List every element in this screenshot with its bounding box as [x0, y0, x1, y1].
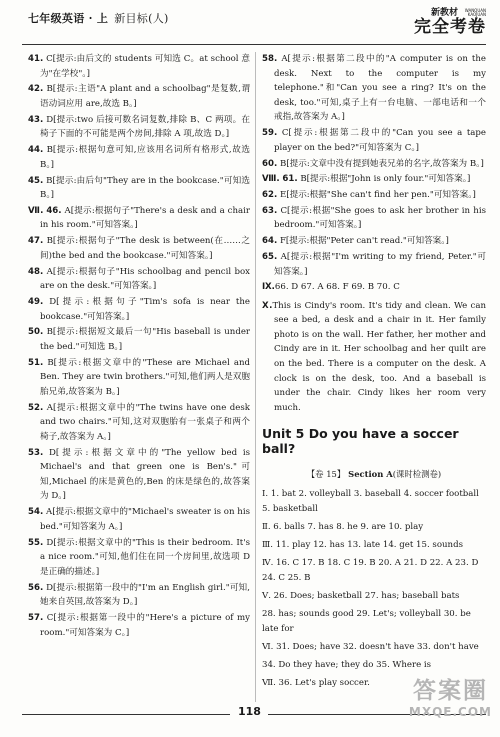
answer-item: [28, 174, 250, 203]
brand-logo: [414, 5, 486, 36]
item-number: 56.: [28, 582, 44, 593]
answer-item: [28, 143, 250, 172]
answer-item: [28, 325, 250, 354]
unit-title: Unit 5 Do you have a soccer ball?: [262, 426, 459, 456]
item-number: 51.: [28, 357, 44, 368]
answer-item: [28, 356, 250, 400]
item-text: C[提示:根据"She goes to ask her brother in his bedroom."可知答案。]: [274, 205, 486, 231]
answer-item: [28, 295, 250, 324]
item-text: D[提示:根据文章中的"The yellow bed is Michael's and that green one is Ben's."可知,Michael 的床是黄色的,Ben 的床是绿色的,故答案为 D。]: [40, 447, 250, 502]
section-x-passage: Ⅹ.This is Cindy's room. It's tidy and clean. We can see a bed, a desk and a chair in it. Her family photo is on the wall. Her father, her mother and Cindy are in it. Her schoolbag and her quilt are on the bed. There is a computer on the desk. A clock is on the desk, too. And a baseball is under the chair. Cindy likes her room very much.: [262, 300, 487, 413]
item-number: 65.: [262, 252, 278, 263]
answer-item: [262, 52, 486, 125]
item-text: B[提示:由后句"They are in the bookcase."可知选 B。]: [40, 175, 251, 201]
item-number: 59.: [262, 128, 278, 139]
answer-item: [28, 581, 250, 610]
right-answer-items: [262, 52, 486, 279]
item-number: 55.: [28, 537, 44, 548]
item-number: 43.: [28, 114, 44, 125]
answer-item: [28, 234, 250, 263]
watermark-cn: 答案圈: [412, 678, 488, 704]
answer-item: [28, 204, 250, 233]
item-text: F[提示:根据"Peter can't read."可知答案。]: [279, 236, 449, 247]
item-text: B[提示:根据句子"The desk is between(在……之间)the bed and the bookcase."可知答案。]: [40, 236, 251, 261]
item-number: 45.: [28, 175, 44, 186]
right-column: [262, 52, 486, 695]
item-number: 44.: [28, 145, 44, 156]
item-number: 41.: [28, 54, 44, 64]
answer-item: [28, 611, 250, 640]
test-answer-line: Ⅵ. 31. Does; have 32. doesn't have 33. don't have: [262, 642, 479, 653]
test-answer-line: Ⅴ. 26. Does; basketball 27. has; baseball bats: [262, 591, 460, 602]
item-number: 49.: [28, 297, 44, 307]
answer-item: [262, 157, 486, 172]
answer-item: [28, 265, 250, 294]
brand-main: 完全考卷: [414, 17, 486, 37]
test-answer-line: Ⅱ. 6. balls 7. has 8. he 9. are 10. play: [262, 521, 424, 532]
item-number: 53.: [28, 447, 44, 458]
item-text: A[提示:根据第二段中的"A computer is on the desk. Next to the computer is my telephone."和"Can you see a ring? It's on the desk, too."可知,桌子上有一台电脑、一部电话和一个戒指,故答案为 A。]: [274, 54, 486, 123]
answer-item: [28, 82, 250, 111]
item-text: C[提示:根据第二段中的"Can you see a tape player on the bed?"可知答案为 C。]: [274, 128, 487, 153]
item-text: E[提示:根据"She can't find her pen."可知答案。]: [279, 190, 476, 201]
watermark: [409, 672, 492, 719]
item-number: 57.: [28, 612, 44, 623]
test-answer-line: 34. Do they have; they do 35. Where is: [262, 660, 432, 671]
item-text: B[提示:根据短文最后一句"His baseball is under the bed."可知选 B。]: [40, 327, 251, 352]
test-answer-line: Ⅰ. 1. bat 2. volleyball 3. baseball 4. soccer football 5. basketball: [262, 489, 479, 514]
item-text: A[提示:根据句子"His schoolbag and pencil box are on the desk."可知答案。]: [40, 266, 250, 292]
item-number: 48.: [28, 266, 44, 277]
test-answer-line: Ⅲ. 11. play 12. has 13. late 14. get 15. sounds: [262, 540, 463, 551]
page-number: 118: [238, 705, 261, 718]
item-text: A[提示:根据文章中的"The twins have one desk and two chairs."可知,这对双胞胎有一张桌子和两个椅子,故答案为 A。]: [40, 402, 250, 442]
item-number: 54.: [28, 507, 44, 518]
page-header: [0, 0, 500, 44]
answer-item: [28, 536, 250, 580]
item-text: B[提示:文章中没有提到她表兄弟的名字,故答案为 B。]: [279, 158, 484, 169]
brand-tiny: WANQUAN KAOJUAN: [464, 7, 486, 17]
item-text: A[提示:根据句子"There's a desk and a chair in his room."可知答案。]: [40, 205, 250, 231]
answer-item: [28, 52, 250, 81]
test-label: 【卷 15】 Section A(课时检测卷): [306, 468, 442, 479]
left-column: [28, 52, 250, 641]
test-answer-line: 28. has; sounds good 29. Let's; volleyball 30. be late for: [262, 609, 471, 634]
running-title: [28, 10, 169, 26]
item-number: 52.: [28, 402, 44, 413]
item-number: 63.: [262, 205, 278, 216]
answer-item: [28, 446, 250, 504]
section-marker: Ⅷ.: [262, 174, 280, 185]
section-marker: Ⅶ.: [28, 205, 44, 216]
item-text: D[提示:two 后接可数名词复数,排除 B、C 两项。在椅子下面的不可能是两个房间,排除 A 项,故选 D。]: [40, 114, 250, 140]
item-number: 64.: [262, 236, 278, 247]
item-text: B[提示:根据句意可知,应该用名词所有格形式,故选 B。]: [40, 145, 251, 170]
item-number: 60.: [262, 158, 278, 169]
item-number: 50.: [28, 327, 44, 338]
test-answers: [262, 487, 486, 691]
item-text: B[提示:主语"A plant and a schoolbag"是复数,谓语动词应用 are,故选 B。]: [40, 84, 251, 109]
answer-item: [262, 204, 486, 233]
answer-item: [262, 126, 486, 155]
item-number: 46.: [46, 205, 62, 216]
item-text: C[提示:根据第一段中的"Here's a picture of my room."可知答案为 C。]: [40, 612, 250, 638]
item-number: 61.: [282, 174, 298, 185]
test-answer-line: Ⅳ. 16. C 17. B 18. C 19. B 20. A 21. D 22. A 23. D 24. C 25. B: [262, 558, 479, 583]
grade-subject: 七年级英语 · 上: [28, 12, 109, 25]
item-text: D[提示:根据第一段中的"I'm an English girl."可知,她来自英国,故答案为 D。]: [40, 582, 251, 608]
item-number: 62.: [262, 190, 278, 201]
item-text: B[提示:根据文章中的"These are Michael and Ben. They are twin brothers."可知,他们两人是双胞胎兄弟,故答案为 B。]: [40, 357, 251, 397]
answer-item: [262, 188, 486, 203]
item-number: 42.: [28, 84, 44, 95]
column-divider: [255, 52, 256, 702]
answer-item: [28, 401, 250, 445]
footer-rule-left: [22, 714, 230, 715]
item-text: B[提示:根据"John is only four."可知答案。]: [300, 174, 471, 185]
answer-item: [262, 234, 486, 249]
answer-item: [28, 505, 250, 534]
header-rule: [22, 44, 486, 45]
item-text: A[提示:根据文章中的"Michael's sweater is on his bed."可知答案为 A。]: [40, 507, 250, 532]
brand-top: 新教材 WANQUAN KAOJUAN: [430, 7, 486, 18]
item-text: C[提示:由后文的 students 可知选 C。at school 意为"在学校"。]: [40, 54, 251, 79]
answer-item: [28, 113, 250, 142]
edition-label: 新目标(人): [114, 12, 169, 25]
section-ix-answers: Ⅸ.66. D 67. A 68. F 69. B 70. C: [262, 282, 400, 293]
test-answer-line: Ⅶ. 36. Let's play soccer.: [262, 678, 370, 689]
answer-item: [262, 250, 486, 279]
answer-item: [262, 172, 486, 187]
item-text: D[提示:根据文章中的"This is their bedroom. It's a nice room."可知,他们住在同一个房间里,故选项 D 是正确的描述。]: [40, 537, 251, 577]
item-text: D[提示:根据句子"Tim's sofa is near the bookcase."可知答案。]: [40, 297, 250, 322]
watermark-en: MXQE.COM: [408, 705, 492, 719]
item-number: 47.: [28, 236, 44, 247]
item-number: 58.: [262, 54, 278, 64]
item-text: A[提示:根据"I'm writing to my friend, Peter."可知答案。]: [274, 252, 486, 277]
